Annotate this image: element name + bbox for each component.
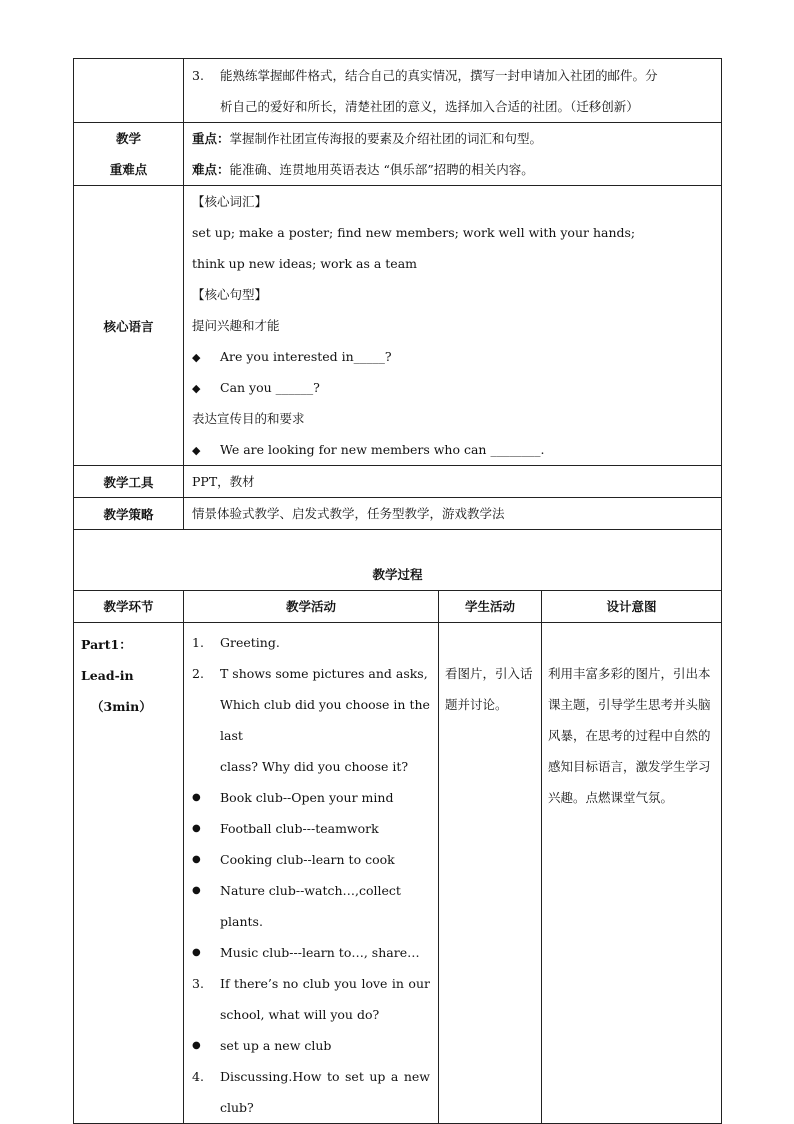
objectives-label-cell	[74, 59, 184, 123]
activity-line	[192, 875, 430, 937]
objectives-cell	[184, 59, 722, 123]
header-stage: 教学环节	[74, 591, 184, 623]
process-header-row	[74, 591, 722, 623]
sentence-2: Can you ______?	[220, 380, 320, 395]
bullet-dot-icon: ●	[192, 1040, 201, 1051]
stage-cell	[74, 623, 184, 1124]
subheading-purpose: 表达宣传目的和要求	[192, 411, 305, 426]
focus-text: 掌握制作社团宣传海报的要素及介绍社团的词汇和句型。	[229, 131, 543, 146]
sentence-3: We are looking for new members who can ________.	[220, 442, 545, 457]
activity-marker	[192, 751, 220, 782]
activity-line	[192, 627, 430, 658]
objectives-row	[74, 59, 722, 123]
activity-marker: 2.	[192, 666, 204, 681]
activity-line	[192, 999, 430, 1030]
stage-name: Lead-in	[81, 668, 134, 683]
tools-label: 教学工具	[74, 466, 184, 498]
difficulty-text: 能准确、连贯地用英语表达 “俱乐部”招聘的相关内容。	[229, 162, 534, 177]
header-student: 学生活动	[439, 591, 542, 623]
key-points-row	[74, 123, 722, 186]
activity-text: Music club---learn to…, share…	[220, 945, 420, 960]
part1-row	[74, 623, 722, 1124]
bullet-dot-icon: ●	[192, 792, 201, 803]
activity-line	[192, 968, 430, 999]
activity-text: school, what will you do?	[220, 1007, 380, 1022]
strategy-label: 教学策略	[74, 498, 184, 530]
activity-text: Nature club--watch…,collect plants.	[220, 883, 401, 929]
activity-text: Cooking club--learn to cook	[220, 852, 395, 867]
strategy-value: 情景体验式教学、启发式教学，任务型教学，游戏教学法	[192, 506, 505, 521]
activity-marker: 4.	[192, 1069, 204, 1084]
activity-text: club?	[220, 1100, 254, 1115]
activity-marker: 3.	[192, 976, 204, 991]
strategy-cell	[184, 498, 722, 530]
stage-time: （3min）	[91, 699, 152, 714]
key-points-label: 教学 重难点	[74, 123, 184, 186]
activity-line	[192, 1092, 430, 1123]
design-intent-text: 利用丰富多彩的图片，引出本课主题，引导学生思考并头脑风暴，在思考的过程中自然的感知目标语言，激发学生学习兴趣。点燃课堂气氛。	[548, 666, 711, 805]
process-title: 教学过程	[372, 567, 423, 582]
bullet-dot-icon: ●	[192, 947, 201, 958]
stage-part: Part1：	[81, 637, 132, 652]
diamond-bullet-icon: ◆	[192, 444, 201, 457]
activity-marker	[192, 689, 220, 751]
header-activity: 教学活动	[184, 591, 439, 623]
bullet-dot-icon: ●	[192, 823, 201, 834]
process-title-cell	[74, 530, 722, 591]
activity-line	[192, 1061, 430, 1092]
activity-line	[192, 1030, 430, 1061]
activity-line	[192, 813, 430, 844]
activity-marker: 1.	[192, 635, 204, 650]
bullet-dot-icon: ●	[192, 854, 201, 865]
difficulty-prefix: 难点：	[192, 162, 230, 177]
objective-text-line1: 能熟练掌握邮件格式，结合自己的真实情况，撰写一封申请加入社团的邮件。分	[220, 68, 658, 83]
header-intent: 设计意图	[542, 591, 722, 623]
activity-text: Greeting.	[220, 635, 280, 650]
diamond-bullet-icon: ◆	[192, 351, 201, 364]
activity-line	[192, 658, 430, 689]
process-title-row	[74, 530, 722, 591]
subheading-interest: 提问兴趣和才能	[192, 318, 280, 333]
tools-value: PPT，教材	[192, 474, 255, 489]
core-language-row	[74, 186, 722, 466]
lesson-plan-table	[73, 58, 722, 1124]
core-language-cell	[184, 186, 722, 466]
activity-text: Discussing.How to set up a new	[220, 1069, 430, 1084]
core-language-label: 核心语言	[74, 186, 184, 466]
strategy-row	[74, 498, 722, 530]
student-activity-cell	[439, 623, 542, 1124]
activity-text: Book club--Open your mind	[220, 790, 394, 805]
activity-text: Football club---teamwork	[220, 821, 379, 836]
activity-line	[192, 844, 430, 875]
activity-marker	[192, 999, 220, 1030]
vocab-heading: 【核心词汇】	[192, 194, 268, 209]
activity-text: Which club did you choose in the last	[220, 697, 430, 743]
lesson-plan-page	[73, 58, 721, 1124]
vocab-line2: think up new ideas; work as a team	[192, 256, 418, 271]
tools-row	[74, 466, 722, 498]
activity-line	[192, 689, 430, 751]
activity-text: If there’s no club you love in our	[220, 976, 430, 991]
sentence-heading: 【核心句型】	[192, 287, 268, 302]
activity-list	[184, 623, 438, 1123]
focus-prefix: 重点：	[192, 131, 230, 146]
activity-text: T shows some pictures and asks,	[220, 666, 428, 681]
design-intent-cell	[542, 623, 722, 1124]
sentence-1: Are you interested in_____?	[220, 349, 392, 364]
key-points-cell	[184, 123, 722, 186]
activity-line	[192, 782, 430, 813]
diamond-bullet-icon: ◆	[192, 382, 201, 395]
activity-line	[192, 937, 430, 968]
objective-text-line2: 析自己的爱好和所长，清楚社团的意义，选择加入合适的社团。（迁移创新）	[220, 99, 639, 114]
activity-text: set up a new club	[220, 1038, 332, 1053]
item-number: 3.	[192, 68, 204, 83]
tools-cell	[184, 466, 722, 498]
activity-marker	[192, 1092, 220, 1123]
vocab-line1: set up; make a poster; find new members; work well with your hands;	[192, 225, 636, 240]
student-activity-text: 看图片，引入话题并讨论。	[445, 666, 533, 712]
activity-line	[192, 751, 430, 782]
activity-cell	[184, 623, 439, 1124]
bullet-dot-icon: ●	[192, 885, 201, 896]
activity-text: class? Why did you choose it?	[220, 759, 409, 774]
